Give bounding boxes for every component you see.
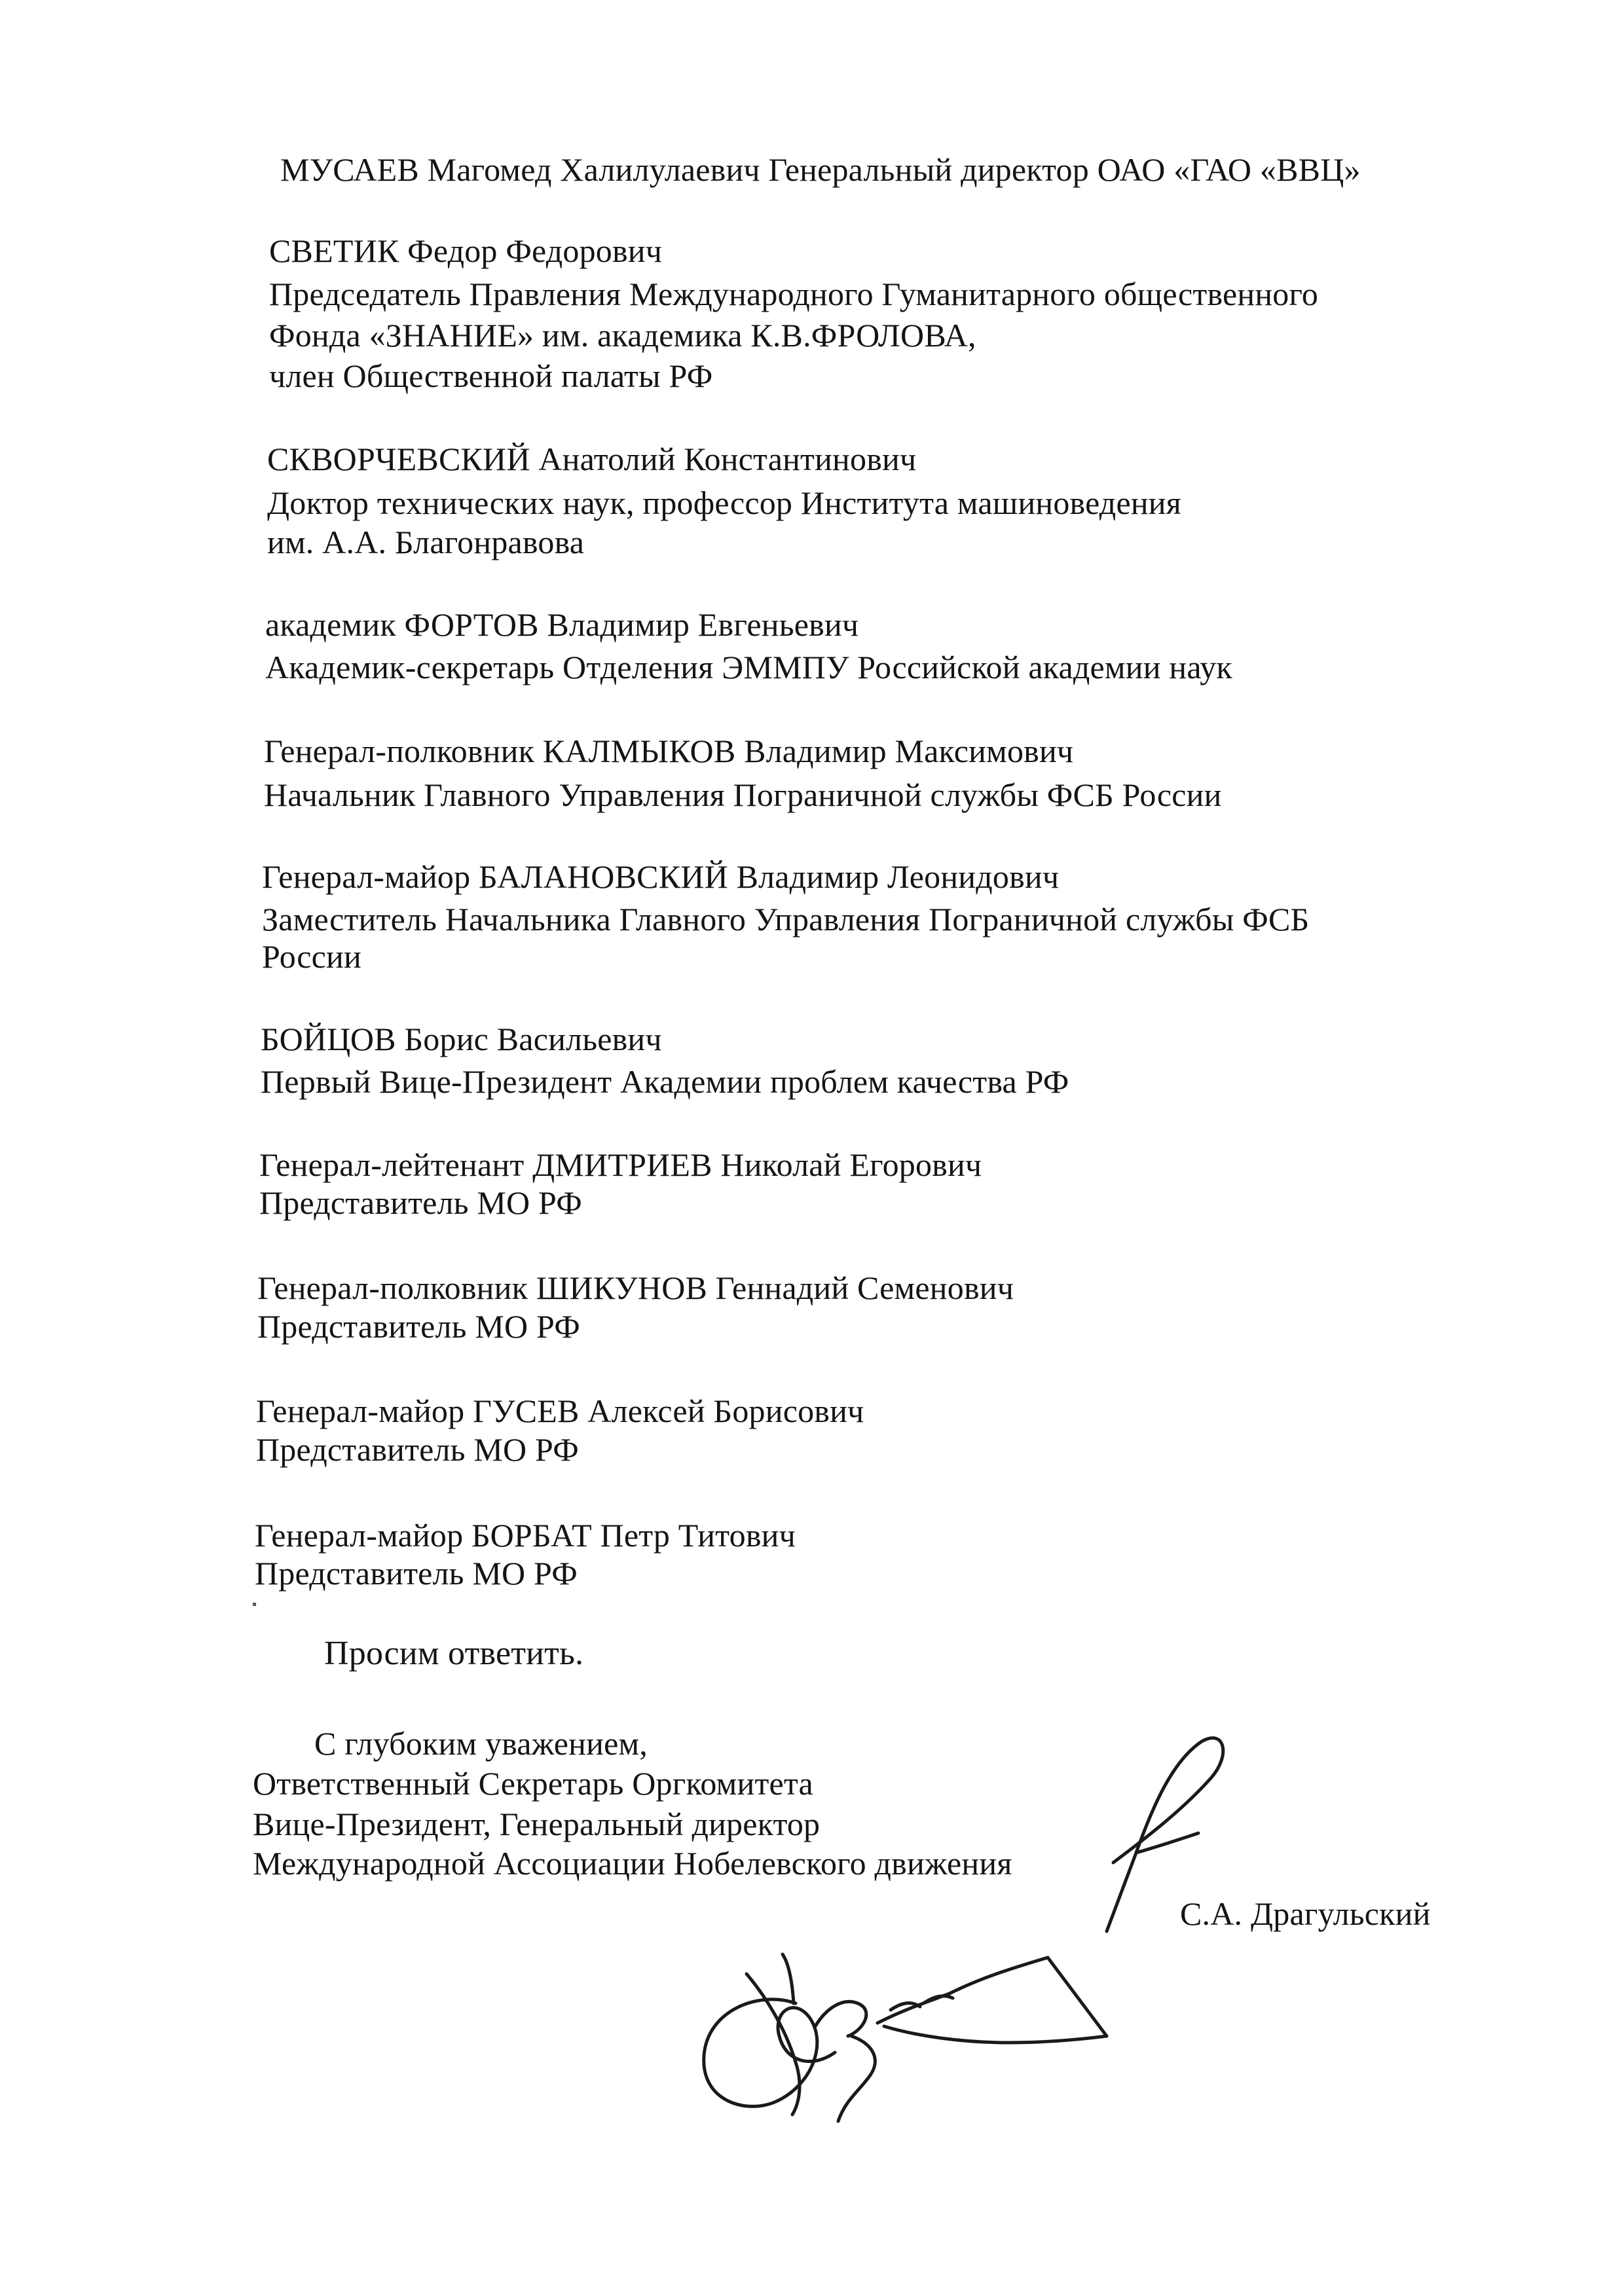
member-position: Председатель Правления Международного Гуманитарного общественного bbox=[269, 276, 1319, 312]
member-name: Генерал-майор ГУСЕВ Алексей Борисович bbox=[256, 1393, 864, 1429]
closing-title-line: Ответственный Секретарь Оргкомитета bbox=[253, 1765, 813, 1802]
member-name: Генерал-майор БОРБАТ Петр Титович bbox=[255, 1517, 796, 1554]
member-name: Генерал-полковник ШИКУНОВ Геннадий Семенович bbox=[257, 1269, 1014, 1306]
signatory-name: С.А. Драгульский bbox=[1180, 1895, 1431, 1932]
member-position: Представитель МО РФ bbox=[255, 1555, 578, 1592]
member-line: МУСАЕВ Магомед Халилулаевич Генеральный директор ОАО «ГАО «ВВЦ» bbox=[280, 151, 1361, 188]
member-position: Начальник Главного Управления Пограничной службы ФСБ России bbox=[264, 776, 1222, 813]
closing-title-line: Международной Ассоциации Нобелевского движения bbox=[253, 1845, 1012, 1882]
member-name: Генерал-полковник КАЛМЫКОВ Владимир Максимович bbox=[264, 733, 1074, 769]
member-position: Доктор технических наук, профессор Института машиноведения bbox=[267, 484, 1181, 521]
member-name: Генерал-майор БАЛАНОВСКИЙ Владимир Леонидович bbox=[262, 858, 1060, 895]
member-position: Фонда «ЗНАНИЕ» им. академика К.В.ФРОЛОВА, bbox=[269, 317, 976, 354]
member-name: СВЕТИК Федор Федорович bbox=[269, 232, 663, 269]
member-position: Представитель МО РФ bbox=[256, 1431, 579, 1468]
member-position: Заместитель Начальника Главного Управления Пограничной службы ФСБ bbox=[262, 901, 1310, 938]
member-position: член Общественной палаты РФ bbox=[269, 357, 713, 394]
member-position: Академик-секретарь Отделения ЭММПУ Российской академии наук bbox=[265, 649, 1232, 685]
member-position: Представитель МО РФ bbox=[257, 1308, 580, 1345]
member-position: России bbox=[262, 938, 361, 975]
member-position: Первый Вице-Президент Академии проблем качества РФ bbox=[261, 1063, 1069, 1100]
member-name: Генерал-лейтенант ДМИТРИЕВ Николай Егорович bbox=[259, 1146, 982, 1183]
request-text: Просим ответить. bbox=[324, 1635, 584, 1672]
closing-title-line: Вице-Президент, Генеральный директор bbox=[253, 1806, 821, 1842]
member-name: академик ФОРТОВ Владимир Евгеньевич bbox=[265, 606, 859, 643]
member-position: им. А.А. Благонравова bbox=[267, 524, 585, 560]
member-name: СКВОРЧЕВСКИЙ Анатолий Константинович bbox=[267, 441, 917, 477]
member-name: БОЙЦОВ Борис Васильевич bbox=[261, 1021, 662, 1057]
member-position: Представитель МО РФ bbox=[259, 1184, 582, 1221]
closing-greeting: С глубоким уважением, bbox=[314, 1725, 648, 1762]
